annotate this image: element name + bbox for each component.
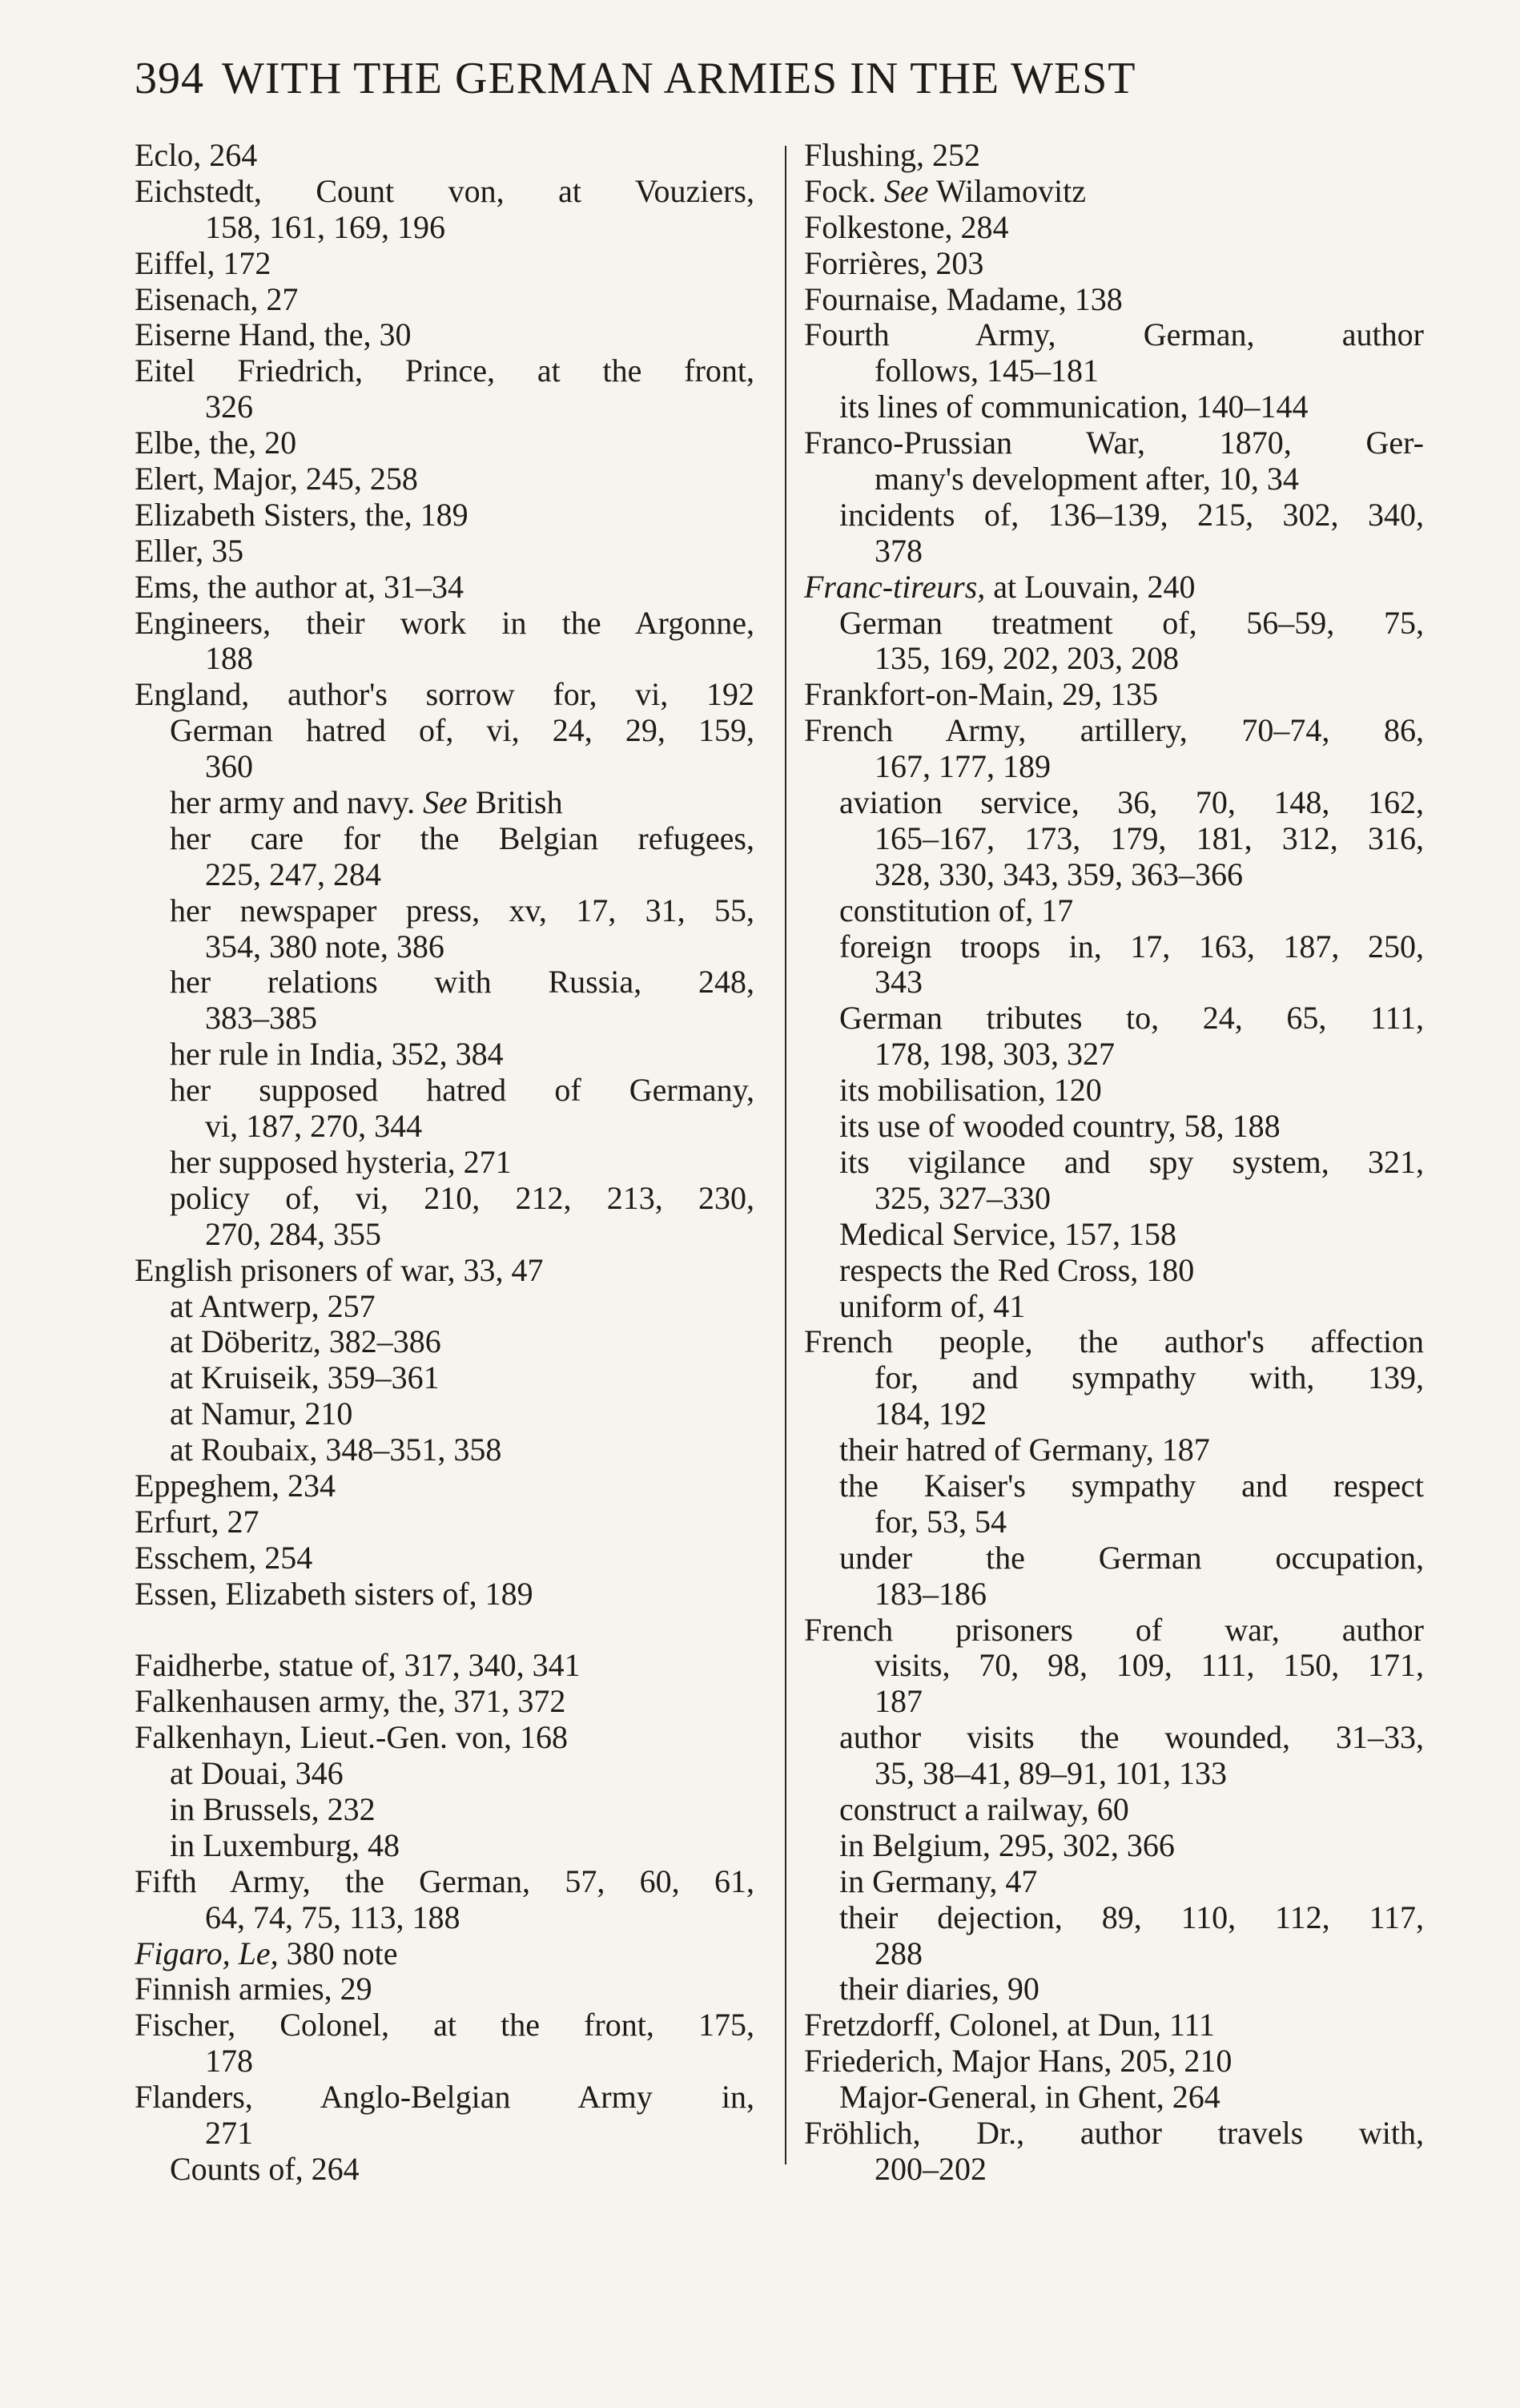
index-subentry xyxy=(135,1756,754,1792)
entry-continuation: Wilamovitz xyxy=(928,172,1087,209)
index-entry xyxy=(135,174,754,210)
index-subentry xyxy=(135,1900,754,1936)
entry-text: Folkestone, 284 xyxy=(804,208,1009,245)
entry-text: their dejection, 89, 110, 112, 117, xyxy=(839,1899,1424,1935)
index-entry xyxy=(135,1540,754,1576)
entry-text: 167, 177, 189 xyxy=(875,748,1051,785)
index-entry xyxy=(804,246,1424,282)
entry-text: uniform of, 41 xyxy=(839,1287,1026,1324)
index-entry xyxy=(804,425,1424,461)
index-subentry xyxy=(135,929,754,965)
entry-text: Eppeghem, 234 xyxy=(135,1467,336,1504)
entry-text: German tributes to, 24, 65, 111, xyxy=(839,1000,1424,1037)
index-entry xyxy=(135,246,754,282)
index-subentry xyxy=(804,2080,1424,2116)
index-subentry xyxy=(804,821,1424,857)
index-subentry xyxy=(804,1684,1424,1720)
index-subentry xyxy=(135,2116,754,2152)
entry-text: 178, 198, 303, 327 xyxy=(875,1036,1115,1073)
index-subentry xyxy=(804,2152,1424,2188)
index-subentry xyxy=(135,210,754,246)
entry-text: Fock. xyxy=(804,172,876,209)
entry-text: Erfurt, 27 xyxy=(135,1503,259,1540)
entry-text: Fourth Army, German, author xyxy=(804,316,1424,353)
index-subentry xyxy=(804,1971,1424,2007)
page-number: 394 xyxy=(135,54,204,103)
index-subentry xyxy=(135,2044,754,2080)
index-entry xyxy=(135,1253,754,1289)
index-subentry xyxy=(804,1181,1424,1217)
index-subentry xyxy=(804,1864,1424,1900)
entry-text: Elert, Major, 245, 258 xyxy=(135,461,418,497)
index-subentry xyxy=(804,1576,1424,1613)
entry-text: Eller, 35 xyxy=(135,532,244,569)
index-subentry xyxy=(135,389,754,425)
entry-text: German treatment of, 56–59, 75, xyxy=(839,604,1424,641)
index-subentry xyxy=(135,1109,754,1145)
entry-text: French prisoners of war, author xyxy=(804,1611,1424,1648)
entry-text: Eichstedt, Count von, at Vouziers, xyxy=(135,172,754,209)
index-entry xyxy=(135,1864,754,1900)
entry-text: Medical Service, 157, 158 xyxy=(839,1215,1176,1252)
entry-text: 183–186 xyxy=(875,1575,987,1612)
entry-text: aviation service, 36, 70, 148, 162, xyxy=(839,784,1424,821)
index-entry xyxy=(135,1684,754,1720)
entry-text: in Belgium, 295, 302, 366 xyxy=(839,1826,1175,1863)
index-subentry xyxy=(804,1289,1424,1325)
entry-text: England, author's sorrow for, vi, 192 xyxy=(135,676,754,713)
index-subentry xyxy=(804,749,1424,785)
entry-text: Ems, the author at, 31–34 xyxy=(135,568,464,605)
entry-text: 378 xyxy=(875,532,923,569)
entry-text: 328, 330, 343, 359, 363–366 xyxy=(875,856,1243,892)
index-entry xyxy=(135,2080,754,2116)
index-subentry xyxy=(804,1900,1424,1936)
index-subentry xyxy=(135,1001,754,1037)
index-subentry xyxy=(804,929,1424,965)
index-subentry xyxy=(804,1073,1424,1109)
entry-text: Eiserne Hand, the, 30 xyxy=(135,316,412,353)
index-entry xyxy=(804,138,1424,174)
entry-text: 158, 161, 169, 196 xyxy=(205,208,445,245)
entry-text: its mobilisation, 120 xyxy=(839,1072,1102,1109)
entry-text: 200–202 xyxy=(875,2150,987,2187)
index-subentry xyxy=(135,1396,754,1432)
column-divider xyxy=(785,146,786,2164)
entry-text: foreign troops in, 17, 163, 187, 250, xyxy=(839,928,1424,964)
entry-text: vi, 187, 270, 344 xyxy=(205,1108,423,1145)
index-entry xyxy=(135,1576,754,1613)
entry-text: Eisenach, 27 xyxy=(135,280,299,317)
index-entry xyxy=(804,1324,1424,1360)
entry-text: in Luxemburg, 48 xyxy=(170,1826,400,1863)
index-column-left xyxy=(135,138,754,2188)
entry-text: policy of, vi, 210, 212, 213, 230, xyxy=(170,1179,754,1216)
index-entry xyxy=(135,282,754,318)
entry-text: Friederich, Major Hans, 205, 210 xyxy=(804,2043,1232,2080)
entry-text: 325, 327–330 xyxy=(875,1179,1051,1216)
entry-text: their hatred of Germany, 187 xyxy=(839,1432,1210,1468)
index-subentry xyxy=(804,1540,1424,1576)
index-subentry xyxy=(804,785,1424,821)
index-subentry xyxy=(804,1828,1424,1864)
index-entry xyxy=(804,174,1424,210)
entry-text: Falkenhayn, Lieut.-Gen. von, 168 xyxy=(135,1719,568,1756)
entry-text: Essen, Elizabeth sisters of, 189 xyxy=(135,1575,533,1612)
entry-text: at Douai, 346 xyxy=(170,1755,344,1792)
index-subentry xyxy=(804,1109,1424,1145)
running-header xyxy=(135,53,1136,104)
entry-text: their diaries, 90 xyxy=(839,1971,1039,2007)
entry-text: 64, 74, 75, 113, 188 xyxy=(205,1899,460,1935)
entry-text: 270, 284, 355 xyxy=(205,1215,381,1252)
index-subentry xyxy=(135,893,754,929)
index-subentry xyxy=(135,1289,754,1325)
see-reference: See xyxy=(423,784,468,821)
index-subentry xyxy=(804,1217,1424,1253)
entry-text: the Kaiser's sympathy and respect xyxy=(839,1467,1424,1504)
entry-text: her supposed hatred of Germany, xyxy=(170,1072,754,1109)
index-subentry xyxy=(804,641,1424,677)
entry-text: incidents of, 136–139, 215, 302, 340, xyxy=(839,496,1424,533)
index-subentry xyxy=(804,461,1424,497)
index-entry xyxy=(804,210,1424,246)
index-subentry xyxy=(804,389,1424,425)
entry-text: Eclo, 264 xyxy=(135,137,258,173)
index-entry xyxy=(135,353,754,389)
entry-text: at Antwerp, 257 xyxy=(170,1287,376,1324)
running-title: WITH THE GERMAN ARMIES IN THE WEST xyxy=(222,54,1136,103)
index-entry xyxy=(804,677,1424,713)
entry-text: 354, 380 note, 386 xyxy=(205,928,444,964)
index-subentry xyxy=(804,1396,1424,1432)
index-subentry xyxy=(135,1792,754,1828)
entry-text: German hatred of, vi, 24, 29, 159, xyxy=(170,712,754,749)
entry-text: at Kruiseik, 359–361 xyxy=(170,1359,440,1396)
index-subentry xyxy=(135,1037,754,1073)
entry-text: at Namur, 210 xyxy=(170,1395,353,1432)
index-subentry xyxy=(135,1432,754,1468)
entry-text: 383–385 xyxy=(205,1000,317,1037)
index-subentry xyxy=(804,893,1424,929)
entry-text: 225, 247, 284 xyxy=(205,856,381,892)
index-entry xyxy=(804,2116,1424,2152)
entry-text: Counts of, 264 xyxy=(170,2150,360,2187)
index-subentry xyxy=(804,1792,1424,1828)
index-entry xyxy=(804,570,1424,606)
entry-text: follows, 145–181 xyxy=(875,352,1099,389)
index-entry xyxy=(135,461,754,497)
index-subentry xyxy=(804,1432,1424,1468)
entry-text: at Döberitz, 382–386 xyxy=(170,1323,441,1360)
entry-text: Franco-Prussian War, 1870, Ger- xyxy=(804,425,1424,461)
index-subentry xyxy=(135,857,754,893)
entry-text: its use of wooded country, 58, 188 xyxy=(839,1108,1281,1145)
index-entry xyxy=(135,1971,754,2007)
index-entry xyxy=(804,713,1424,749)
index-subentry xyxy=(135,1217,754,1253)
index-subentry xyxy=(804,606,1424,642)
entry-text: 178 xyxy=(205,2043,253,2080)
index-subentry xyxy=(804,1756,1424,1792)
index-entry xyxy=(804,317,1424,353)
index-subentry xyxy=(135,641,754,677)
index-subentry xyxy=(804,1468,1424,1504)
index-entry xyxy=(135,677,754,713)
index-subentry xyxy=(804,534,1424,570)
index-section-gap xyxy=(135,1613,754,1649)
index-entry xyxy=(135,1504,754,1540)
entry-text: its lines of communication, 140–144 xyxy=(839,389,1309,425)
entry-text: her supposed hysteria, 271 xyxy=(170,1143,512,1180)
index-subentry xyxy=(135,749,754,785)
index-subentry xyxy=(804,1145,1424,1181)
index-subentry xyxy=(804,1720,1424,1756)
entry-text: visits, 70, 98, 109, 111, 150, 171, xyxy=(875,1647,1424,1684)
entry-text: constitution of, 17 xyxy=(839,892,1074,928)
entry-text: 165–167, 173, 179, 181, 312, 316, xyxy=(875,819,1424,856)
entry-text: Faidherbe, statue of, 317, 340, 341 xyxy=(135,1647,581,1684)
entry-text: at Roubaix, 348–351, 358 xyxy=(170,1432,502,1468)
entry-text: Elizabeth Sisters, the, 189 xyxy=(135,496,468,533)
entry-text: for, 53, 54 xyxy=(875,1503,1007,1540)
entry-text: French Army, artillery, 70–74, 86, xyxy=(804,712,1424,749)
index-subentry xyxy=(804,1504,1424,1540)
entry-text: under the German occupation, xyxy=(839,1539,1424,1576)
index-subentry xyxy=(804,964,1424,1001)
entry-text: 271 xyxy=(205,2114,253,2151)
entry-text: Fröhlich, Dr., author travels with, xyxy=(804,2114,1424,2151)
entry-text: 360 xyxy=(205,748,253,785)
entry-text: Engineers, their work in the Argonne, xyxy=(135,604,754,641)
entry-text: 184, 192 xyxy=(875,1395,987,1432)
entry-text: respects the Red Cross, 180 xyxy=(839,1251,1195,1288)
index-entry xyxy=(804,2007,1424,2044)
entry-text: Fischer, Colonel, at the front, 175, xyxy=(135,2007,754,2044)
index-subentry xyxy=(135,1181,754,1217)
entry-text: Fournaise, Madame, 138 xyxy=(804,280,1123,317)
index-subentry xyxy=(135,713,754,749)
entry-continuation: at Louvain, 240 xyxy=(985,568,1196,605)
index-entry xyxy=(135,497,754,534)
index-entry xyxy=(135,1648,754,1684)
index-subentry xyxy=(804,353,1424,389)
index-subentry xyxy=(135,964,754,1001)
index-subentry xyxy=(804,1001,1424,1037)
entry-text: French people, the author's affection xyxy=(804,1323,1424,1360)
index-subentry xyxy=(135,1324,754,1360)
entry-text: author visits the wounded, 31–33, xyxy=(839,1719,1424,1756)
see-reference: See xyxy=(884,172,929,209)
index-entry xyxy=(135,317,754,353)
entry-text: for, and sympathy with, 139, xyxy=(875,1359,1424,1396)
index-subentry xyxy=(804,1360,1424,1396)
entry-continuation: 380 note xyxy=(278,1935,398,1971)
entry-text: Fretzdorff, Colonel, at Dun, 111 xyxy=(804,2007,1215,2044)
entry-text: 288 xyxy=(875,1935,923,1971)
entry-continuation: British xyxy=(467,784,563,821)
index-subentry xyxy=(135,2152,754,2188)
index-subentry xyxy=(804,1648,1424,1684)
index-subentry xyxy=(135,1145,754,1181)
index-entry xyxy=(135,425,754,461)
entry-text: Franc-tireurs, xyxy=(804,568,986,605)
index-subentry xyxy=(804,857,1424,893)
entry-text: Forrières, 203 xyxy=(804,244,984,281)
entry-text: her newspaper press, xv, 17, 31, 55, xyxy=(170,892,754,928)
entry-text: Falkenhausen army, the, 371, 372 xyxy=(135,1683,566,1720)
entry-text: construct a railway, 60 xyxy=(839,1790,1129,1827)
index-subentry xyxy=(135,785,754,821)
entry-text: 135, 169, 202, 203, 208 xyxy=(875,640,1179,677)
entry-text: Frankfort-on-Main, 29, 135 xyxy=(804,676,1159,713)
entry-text: English prisoners of war, 33, 47 xyxy=(135,1251,544,1288)
entry-text: in Germany, 47 xyxy=(839,1862,1038,1899)
index-subentry xyxy=(135,1828,754,1864)
entry-text: Esschem, 254 xyxy=(135,1539,313,1576)
entry-text: Flanders, Anglo-Belgian Army in, xyxy=(135,2079,754,2116)
index-subentry xyxy=(135,1360,754,1396)
index-subentry xyxy=(135,1073,754,1109)
entry-text: many's development after, 10, 34 xyxy=(875,461,1299,497)
entry-text: 187 xyxy=(875,1683,923,1720)
entry-text: Fifth Army, the German, 57, 60, 61, xyxy=(135,1862,754,1899)
index-entry xyxy=(804,1613,1424,1649)
entry-text: Major-General, in Ghent, 264 xyxy=(839,2079,1220,2116)
index-entry xyxy=(135,606,754,642)
index-subentry xyxy=(804,1253,1424,1289)
entry-text: her rule in India, 352, 384 xyxy=(170,1036,504,1073)
index-entry xyxy=(135,1936,754,1972)
index-column-right xyxy=(804,138,1424,2188)
entry-text: 343 xyxy=(875,964,923,1001)
entry-text: 326 xyxy=(205,389,253,425)
entry-text: Figaro, Le, xyxy=(135,1935,279,1971)
entry-text: Eiffel, 172 xyxy=(135,244,271,281)
entry-text: Flushing, 252 xyxy=(804,137,981,173)
index-subentry xyxy=(804,1936,1424,1972)
entry-text: its vigilance and spy system, 321, xyxy=(839,1143,1424,1180)
entry-text: in Brussels, 232 xyxy=(170,1790,376,1827)
entry-text: her relations with Russia, 248, xyxy=(170,964,754,1001)
index-entry xyxy=(135,1468,754,1504)
index-entry xyxy=(135,1720,754,1756)
index-subentry xyxy=(804,1037,1424,1073)
index-subentry xyxy=(804,497,1424,534)
entry-text: Finnish armies, 29 xyxy=(135,1971,372,2007)
index-subentry xyxy=(135,821,754,857)
entry-text: her army and navy. xyxy=(170,784,416,821)
index-entry xyxy=(804,282,1424,318)
index-entry xyxy=(135,2007,754,2044)
entry-text: 35, 38–41, 89–91, 101, 133 xyxy=(875,1755,1227,1792)
entry-text: 188 xyxy=(205,640,253,677)
entry-text: Eitel Friedrich, Prince, at the front, xyxy=(135,352,754,389)
entry-text: Elbe, the, 20 xyxy=(135,425,297,461)
index-entry xyxy=(804,2044,1424,2080)
index-entry xyxy=(135,534,754,570)
index-entry xyxy=(135,138,754,174)
entry-text: her care for the Belgian refugees, xyxy=(170,819,754,856)
index-entry xyxy=(135,570,754,606)
